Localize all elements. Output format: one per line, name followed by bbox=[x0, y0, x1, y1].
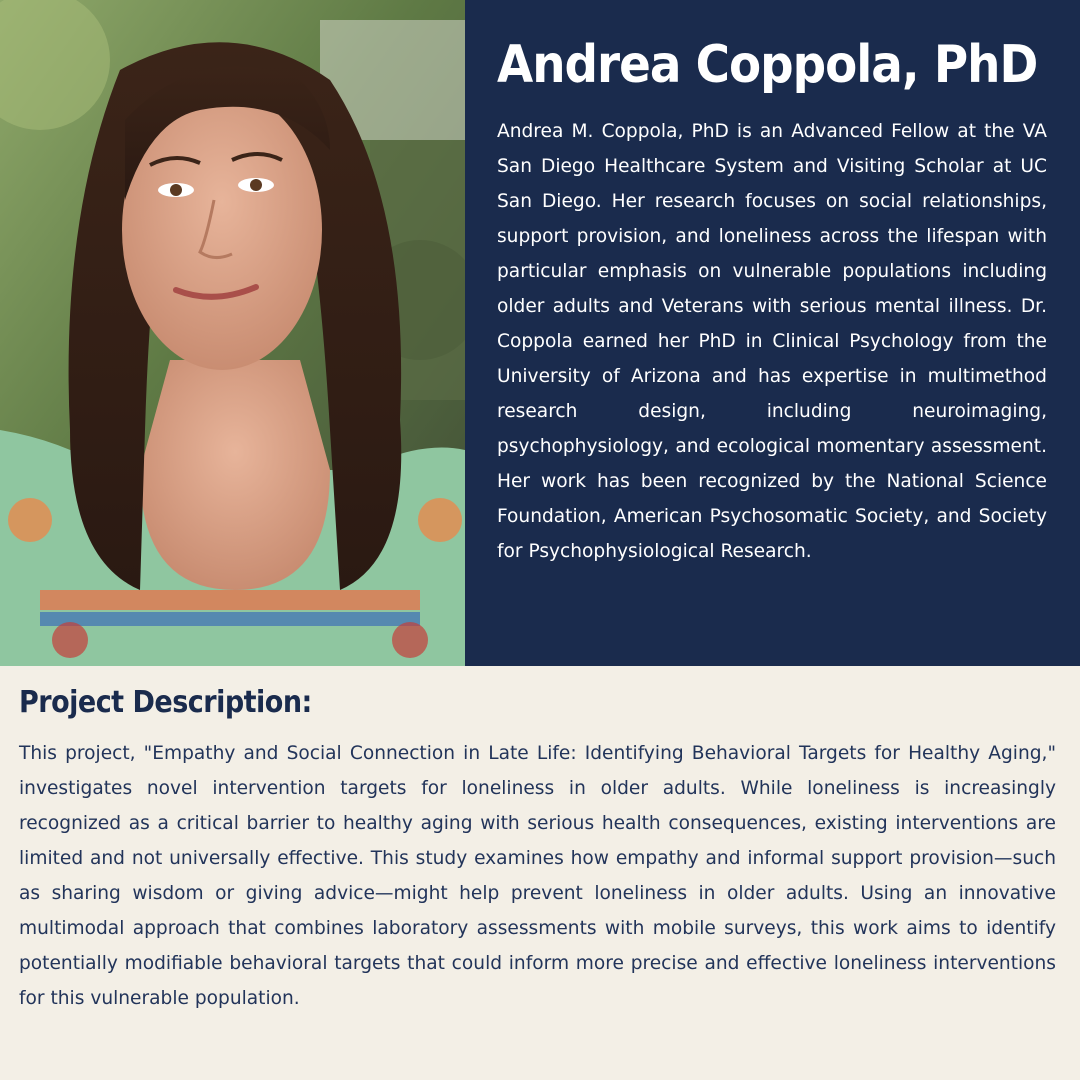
profile-photo bbox=[0, 0, 465, 666]
project-section bbox=[19, 676, 1056, 1016]
bio-panel bbox=[465, 0, 1080, 666]
bio-text: Andrea M. Coppola, PhD is an Advanced Fellow at the VA San Diego Healthcare System and Visiting Scholar at UC San Diego. Her research focuses on social relationships, support provision, and loneliness across the lifespan with particular emphasis on vulnerable populations including older adults and Veterans with serious mental illness. Dr. Coppola earned her PhD in Clinical Psychology from the University of Arizona and has expertise in multimethod research design, including neuroimaging, psychophysiology, and ecological momentary assessment. Her work has been recognized by the National Science Foundation, American Psychosomatic Society, and Society for Psychophysiological Research. bbox=[497, 121, 1047, 562]
project-description: This project, "Empathy and Social Connection in Late Life: Identifying Behavioral Targets for Healthy Aging," investigates novel intervention targets for loneliness in older adults. While loneliness is increasingly recognized as a critical barrier to healthy aging with serious health consequences, existing interventions are limited and not universally effective. This study examines how empathy and informal support provision—such as sharing wisdom or giving advice—might help prevent loneliness in older adults. Using an innovative multimodal approach that combines laboratory assessments with mobile surveys, this work aims to identify potentially modifiable behavioral targets that could inform more precise and effective loneliness interventions for this vulnerable population. bbox=[19, 743, 1056, 1009]
person-name: Andrea Coppola, PhD bbox=[497, 35, 1038, 95]
project-heading: Project Description: bbox=[19, 685, 312, 720]
